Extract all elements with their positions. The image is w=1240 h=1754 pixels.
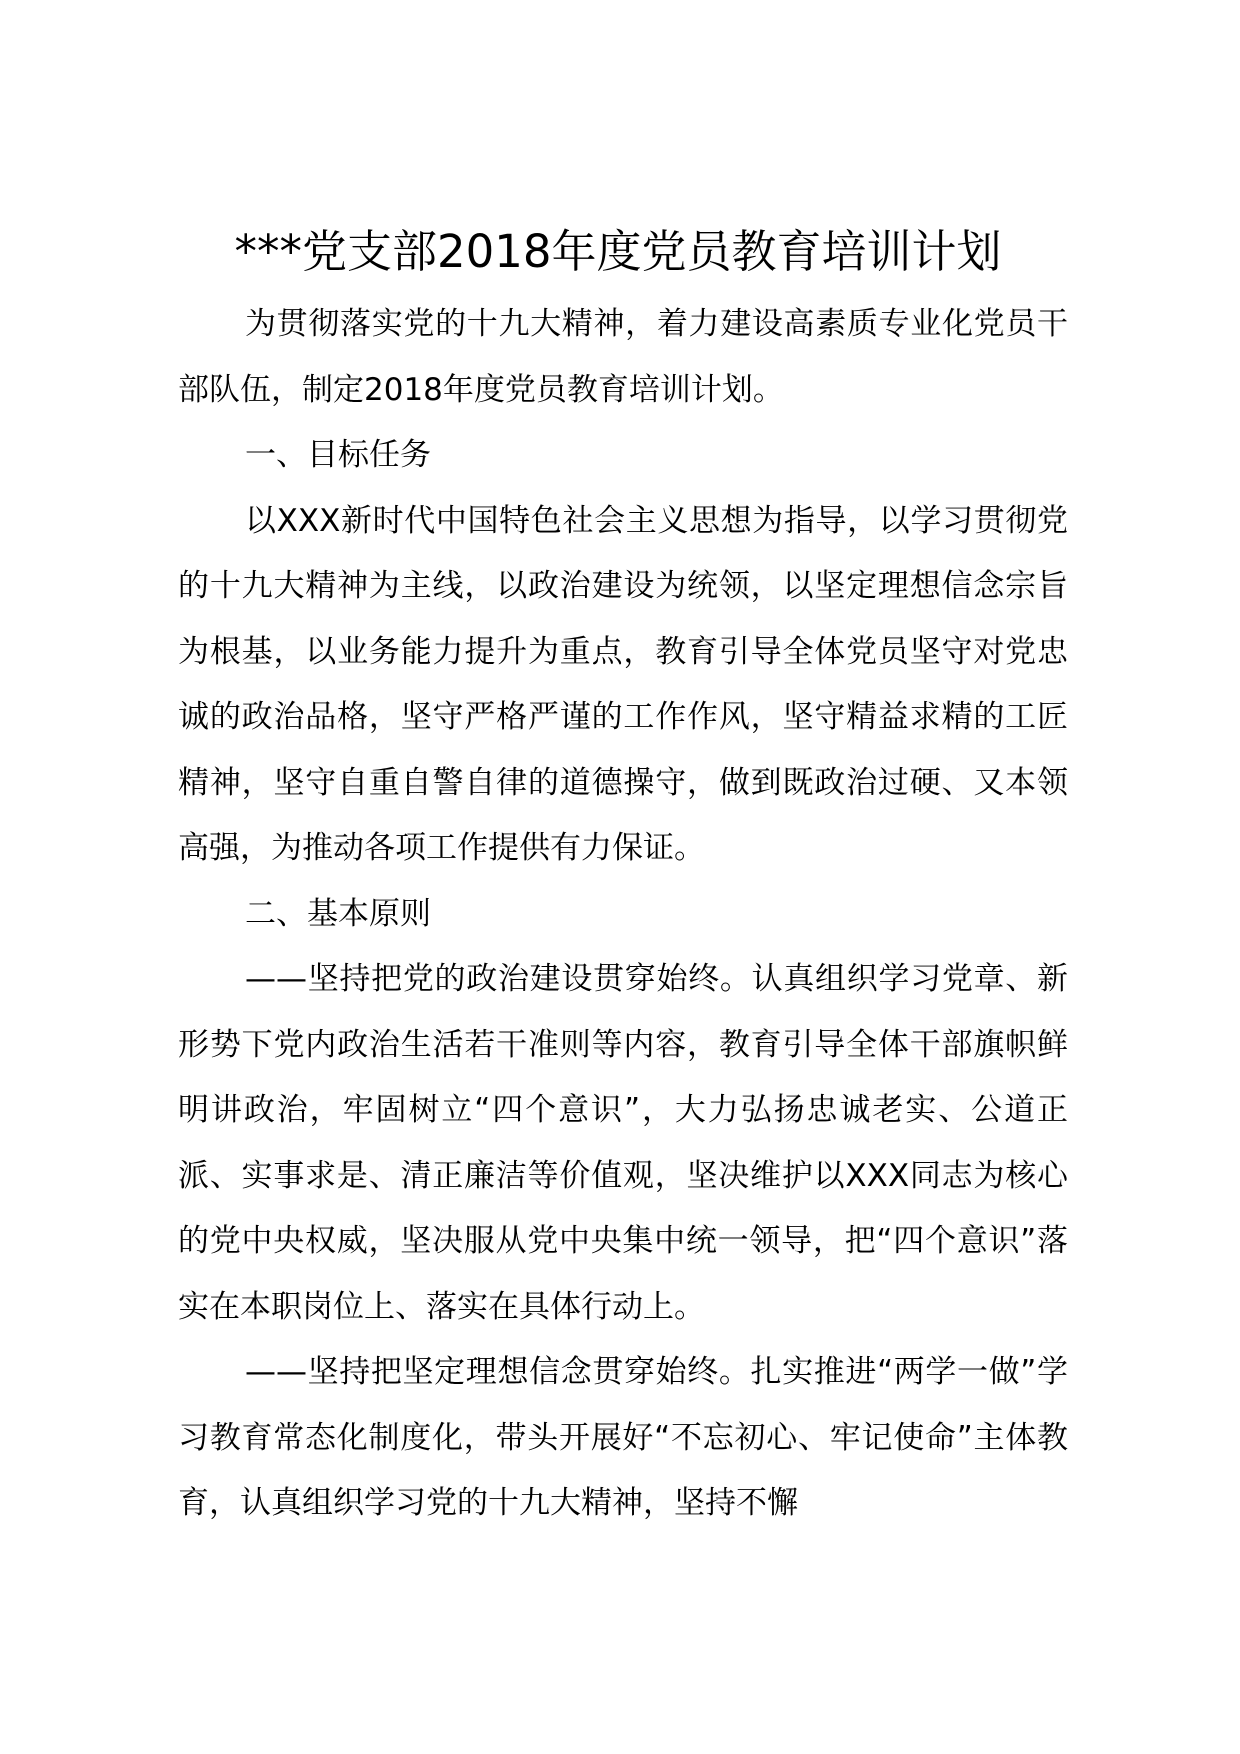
principle-paragraph-political: ——坚持把党的政治建设贯穿始终。认真组织学习党章、新形势下党内政治生活若干准则等内容，教育引导全体干部旗帜鲜明讲政治，牢固树立“四个意识”，大力弘扬忠诚老实、公道正派、实事求是、清正廉洁等价值观，坚决维护以XXX同志为核心的党中央权威，坚决服从党中央集中统一领导，把“四个意识”落实在本职岗位上、落实在具体行动上。	[178, 961, 1068, 1325]
intro-paragraph: 为贯彻落实党的十九大精神，着力建设高素质专业化党员干部队伍，制定2018年度党员教育培训计划。	[178, 306, 1068, 408]
goals-paragraph: 以XXX新时代中国特色社会主义思想为指导，以学习贯彻党的十九大精神为主线，以政治建设为统领，以坚定理想信念宗旨为根基，以业务能力提升为重点，教育引导全体党员坚守对党忠诚的政治品格，坚守严格严谨的工作作风，坚守精益求精的工匠精神，坚守自重自警自律的道德操守，做到既政治过硬、又本领高强，为推动各项工作提供有力保证。	[178, 502, 1068, 866]
principle-paragraph-ideals: ——坚持把坚定理想信念贯穿始终。扎实推进“两学一做”学习教育常态化制度化，带头开展好“不忘初心、牢记使命”主体教育，认真组织学习党的十九大精神，坚持不懈	[178, 1354, 1068, 1521]
document-title: ***党支部2018年度党员教育培训计划	[234, 225, 1002, 278]
document-body	[178, 292, 1068, 1537]
section-heading-principles: 二、基本原则	[245, 895, 431, 932]
section-heading-goals: 一、目标任务	[245, 437, 431, 473]
